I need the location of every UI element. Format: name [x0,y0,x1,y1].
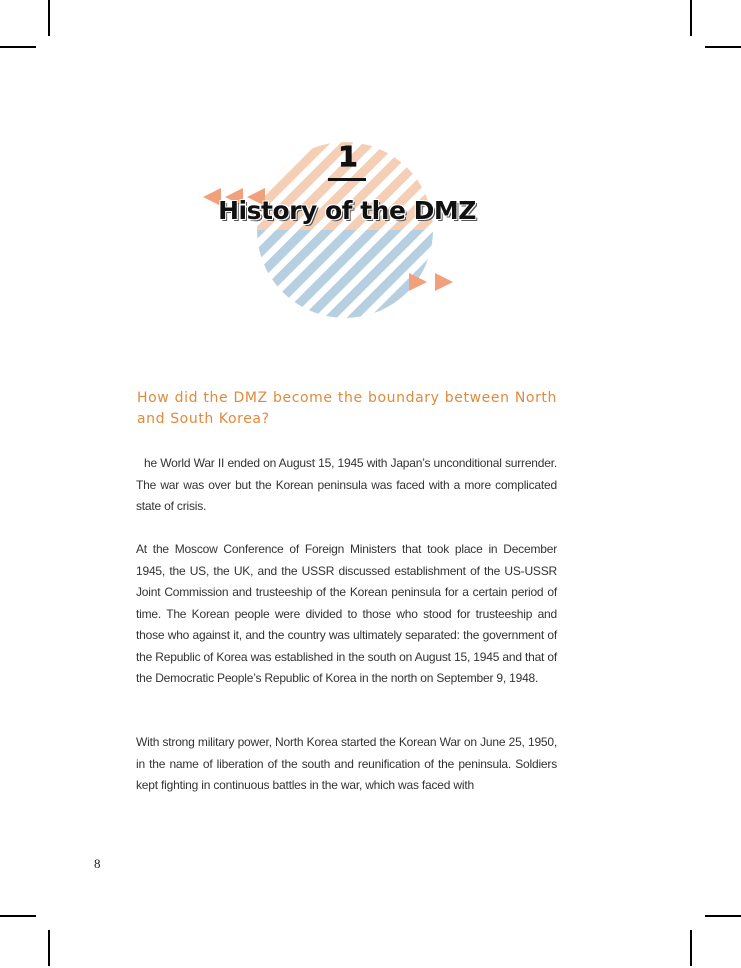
chapter-number-underline [328,178,366,181]
crop-mark-bottom-right-vertical [690,930,692,966]
crop-mark-top-left-vertical [48,0,50,36]
crop-mark-top-left-horizontal [0,46,36,48]
crop-mark-bottom-right-horizontal [705,915,741,917]
page-number: 8 [94,856,101,871]
crop-mark-top-right-vertical [690,0,692,36]
crop-mark-top-right-horizontal [705,46,741,48]
body-paragraph: At the Moscow Conference of Foreign Ministers that took place in December 1945, the US, the UK, and the USSR discussed establishment of the US-USSR Joint Commission and trusteeship of the Korean peninsula for a certain period of time. The Korean people were divided to those who stood for trusteeship and those who against it, and the country was ultimately separated: the government of the Republic of Korea was established in the south on August 15, 1945 and that of the Democratic People’s Republic of Korea in the north on September 9, 1948. [136,542,557,685]
body-paragraph: With strong military power, North Korea started the Korean War on June 25, 1950, in the name of liberation of the south and reunification of the peninsula. Soldiers kept fighting in continuous battles in the war, which was faced with [136,735,557,792]
crop-mark-bottom-left-vertical [48,930,50,966]
section-heading: How did the DMZ become the boundary between North and South Korea? [137,390,557,427]
crop-mark-bottom-left-horizontal [0,915,36,917]
body-paragraph: he World War II ended on August 15, 1945 with Japan’s unconditional surrender. The war was over but the Korean peninsula was faced with a more complicated state of crisis. [136,456,557,513]
chapter-title: History of the DMZ [218,196,476,225]
chapter-number: 1 [338,140,358,173]
